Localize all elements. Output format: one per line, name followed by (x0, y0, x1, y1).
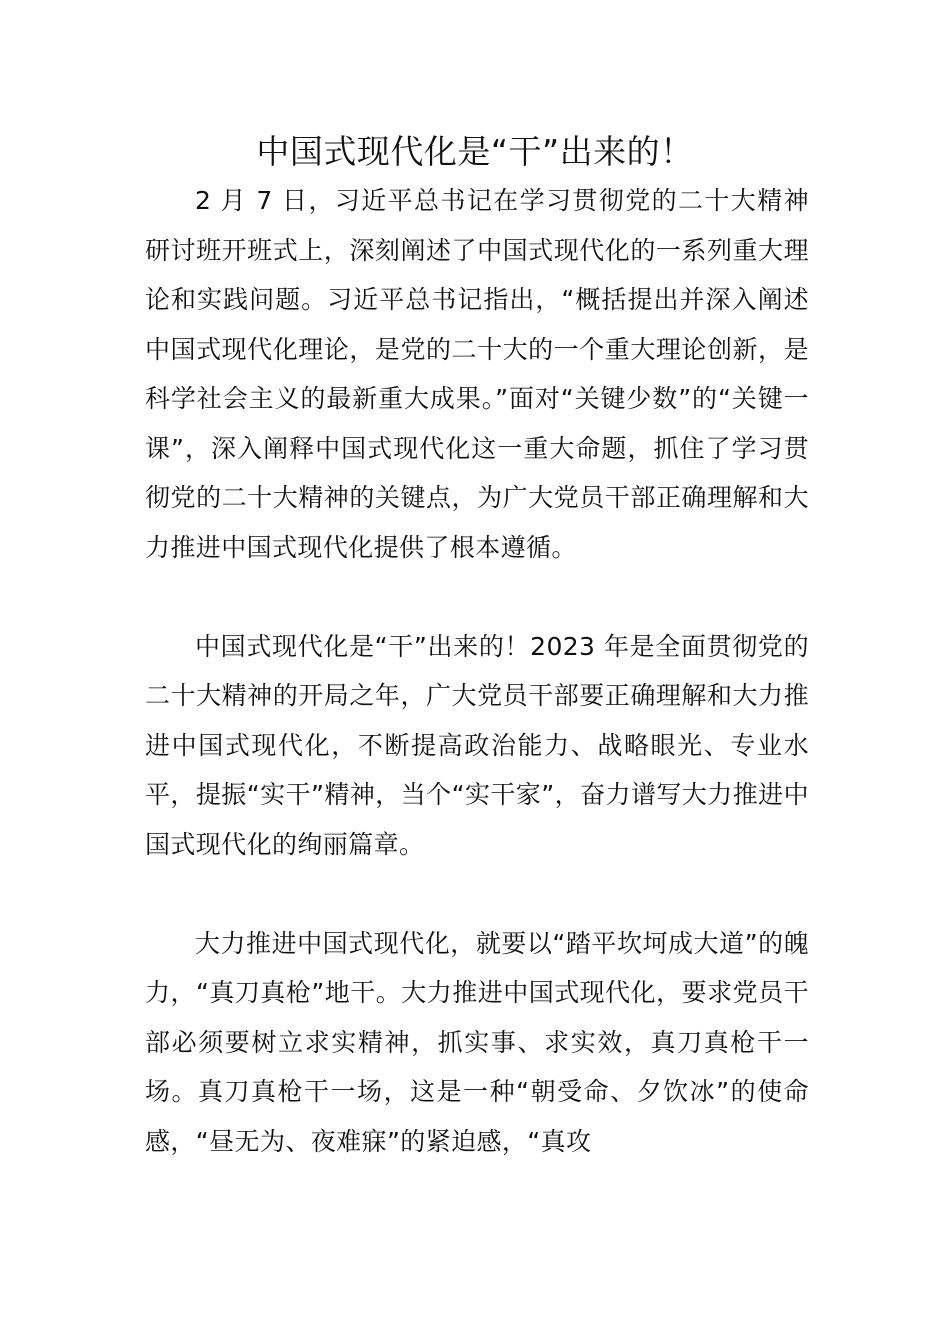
paragraph-2: 中国式现代化是“干”出来的！2023 年是全面贯彻党的二十大精神的开局之年，广大党员干部要正确理解和大力推进中国式现代化，不断提高政治能力、战略眼光、专业水平，提振“实干”精神，当个“实干家”，奋力谱写大力推进中国式现代化的绚丽篇章。 (145, 631, 809, 859)
paragraph-spacer (145, 869, 809, 919)
paragraph-1: 2 月 7 日，习近平总书记在学习贯彻党的二十大精神研讨班开班式上，深刻阐述了中国式现代化的一系列重大理论和实践问题。习近平总书记指出，“概括提出并深入阐述中国式现代化理论，是党的二十大的一个重大理论创新，是科学社会主义的最新重大成果。”面对“关键少数”的“关键一课”，深入阐释中国式现代化这一重大命题，抓住了学习贯彻党的二十大精神的关键点，为广大党员干部正确理解和大力推进中国式现代化提供了根本遵循。 (145, 186, 809, 562)
paragraph-3: 大力推进中国式现代化，就要以“踏平坎坷成大道”的魄力，“真刀真枪”地干。大力推进中国式现代化，要求党员干部必须要树立求实精神，抓实事、求实效，真刀真枪干一场。真刀真枪干一场，这是一种“朝受命、夕饮冰”的使命感，“昼无为、夜难寐”的紧迫感，“真攻 (145, 928, 809, 1156)
document-body (145, 176, 809, 1166)
paragraph-spacer (145, 572, 809, 622)
document-title: 中国式现代化是“干”出来的！ (256, 132, 694, 171)
